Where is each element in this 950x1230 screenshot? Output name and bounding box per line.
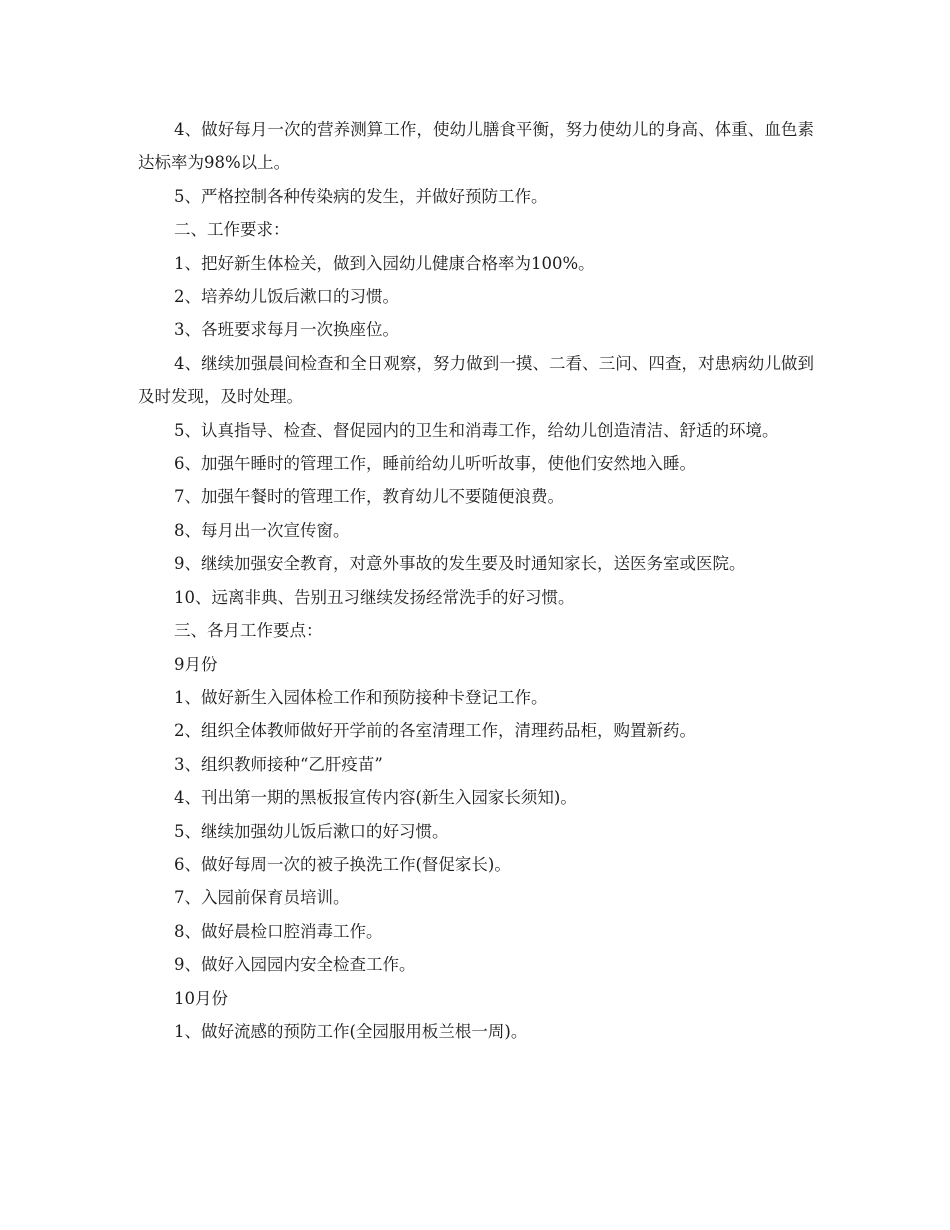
paragraph-sep-5: 5、继续加强幼儿饭后漱口的好习惯。 <box>174 821 449 841</box>
paragraph-sep-2: 2、组织全体教师做好开学前的各室清理工作，清理药品柜，购置新药。 <box>174 721 696 741</box>
paragraph-req-1: 1、把好新生体检关，做到入园幼儿健康合格率为100%。 <box>174 253 595 273</box>
section-heading-monthly-points: 三、各月工作要点： <box>174 621 323 641</box>
section-heading-work-requirements: 二、工作要求： <box>174 220 290 240</box>
document-body <box>138 113 814 1048</box>
paragraph-req-5: 5、认真指导、检查、督促园内的卫生和消毒工作，给幼儿创造清洁、舒适的环境。 <box>174 420 779 440</box>
paragraph-req-4: 4、继续加强晨间检查和全日观察，努力做到一摸、二看、三问、四查，对患病幼儿做到及时发现，及时处理。 <box>138 353 814 407</box>
month-heading-september: 9月份 <box>174 654 218 674</box>
paragraph-req-6: 6、加强午睡时的管理工作，睡前给幼儿听听故事，使他们安然地入睡。 <box>174 454 696 474</box>
paragraph-oct-1: 1、做好流感的预防工作(全园服用板兰根一周)。 <box>174 1021 528 1041</box>
month-heading-october: 10月份 <box>174 988 228 1008</box>
paragraph-sep-7: 7、入园前保育员培训。 <box>174 888 350 908</box>
paragraph-sep-9: 9、做好入园园内安全检查工作。 <box>174 955 416 975</box>
paragraph-sep-6: 6、做好每周一次的被子换洗工作(督促家长)。 <box>174 854 511 874</box>
paragraph-req-2: 2、培养幼儿饭后漱口的习惯。 <box>174 287 399 307</box>
paragraph-sep-4: 4、刊出第一期的黑板报宣传内容(新生入园家长须知)。 <box>174 788 577 808</box>
paragraph-req-7: 7、加强午餐时的管理工作，教育幼儿不要随便浪费。 <box>174 487 564 507</box>
paragraph-req-10: 10、远离非典、告别丑习继续发扬经常洗手的好习惯。 <box>174 587 575 607</box>
paragraph-sep-3: 3、组织教师接种“乙肝疫苗” <box>174 754 383 774</box>
paragraph-req-9: 9、继续加强安全教育，对意外事故的发生要及时通知家长，送医务室或医院。 <box>174 554 746 574</box>
paragraph-req-8: 8、每月出一次宣传窗。 <box>174 520 350 540</box>
paragraph-sep-1: 1、做好新生入园体检工作和预防接种卡登记工作。 <box>174 687 548 707</box>
paragraph-sep-8: 8、做好晨检口腔消毒工作。 <box>174 921 383 941</box>
paragraph-req-3: 3、各班要求每月一次换座位。 <box>174 320 399 340</box>
paragraph-item-4-nutrition: 4、做好每月一次的营养测算工作，使幼儿膳食平衡，努力使幼儿的身高、体重、血色素达标率为98%以上。 <box>138 120 814 173</box>
paragraph-item-5-disease-control: 5、严格控制各种传染病的发生，并做好预防工作。 <box>174 186 548 206</box>
